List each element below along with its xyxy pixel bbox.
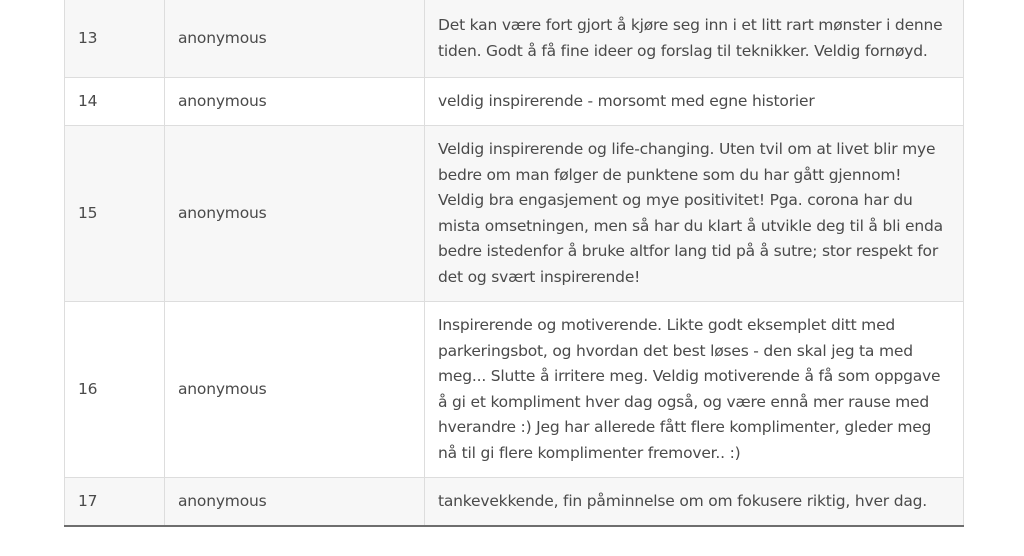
- comment-text: tankevekkende, fin påminnelse om om fokusere riktig, hver dag.: [425, 478, 964, 526]
- row-number: 13: [65, 0, 165, 78]
- author-name: anonymous: [165, 478, 425, 526]
- comment-text: Det kan være fort gjort å kjøre seg inn i et litt rart mønster i denne tiden. Godt å få fine ideer og forslag til teknikker. Veldig fornøyd.: [425, 0, 964, 78]
- row-number: 15: [65, 126, 165, 302]
- author-name: anonymous: [165, 78, 425, 126]
- row-number: 14: [65, 78, 165, 126]
- comment-text: Inspirerende og motiverende. Likte godt eksemplet ditt med parkeringsbot, og hvordan det best løses - den skal jeg ta med meg... Slutte å irritere meg. Veldig motiverende å få som oppgave å gi et kompliment hver dag også, og være ennå mer rause med hverandre :) Jeg har allerede fått flere komplimenter, gleder meg nå til gi flere komplimenter fremover.. :): [425, 302, 964, 478]
- comment-text: veldig inspirerende - morsomt med egne historier: [425, 78, 964, 126]
- table-row: [65, 0, 964, 78]
- row-number: 16: [65, 302, 165, 478]
- author-name: anonymous: [165, 126, 425, 302]
- comment-text: Veldig inspirerende og life-changing. Uten tvil om at livet blir mye bedre om man følger de punktene som du har gått gjennom! Veldig bra engasjement og mye positivitet! Pga. corona har du mista omsetningen, men så har du klart å utvikle deg til å bli enda bedre istedenfor å bruke altfor lang tid på å sutre; stor respekt for det og svært inspirerende!: [425, 126, 964, 302]
- feedback-table: [64, 0, 964, 527]
- table-row: [65, 302, 964, 478]
- table-row: [65, 78, 964, 126]
- table-row: [65, 126, 964, 302]
- row-number: 17: [65, 478, 165, 526]
- author-name: anonymous: [165, 0, 425, 78]
- author-name: anonymous: [165, 302, 425, 478]
- table-row: [65, 478, 964, 526]
